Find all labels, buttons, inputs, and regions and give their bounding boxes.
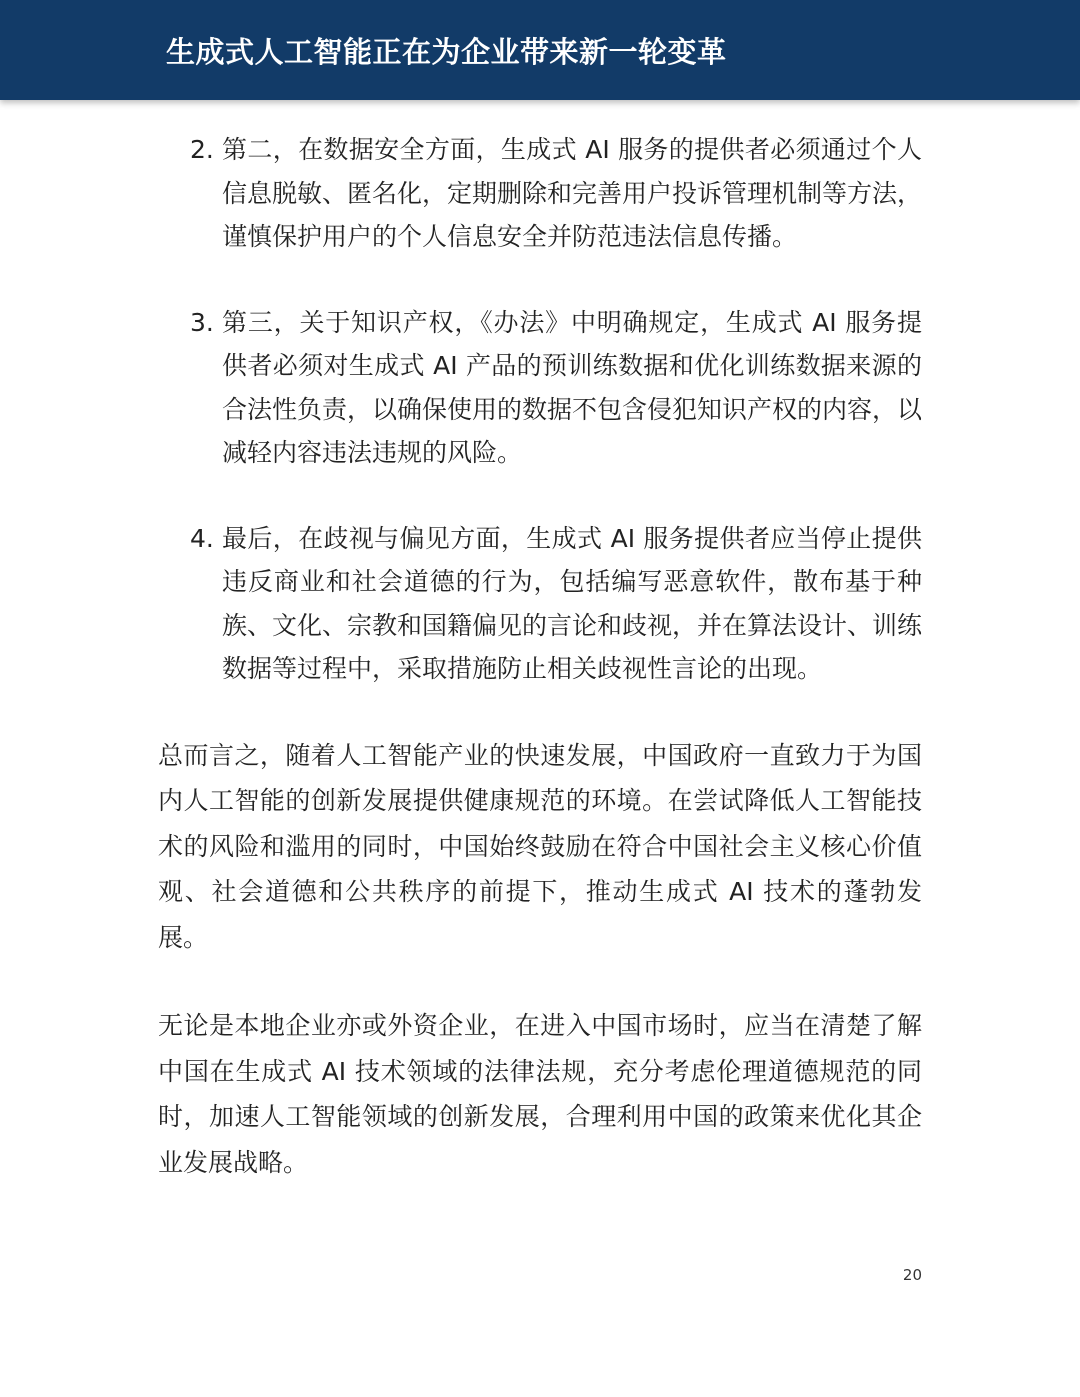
- page-number: 20: [902, 1266, 922, 1284]
- header-bar: [0, 0, 1080, 100]
- document-title: 生成式人工智能正在为企业带来新一轮变革: [166, 35, 727, 69]
- list-item: [158, 128, 922, 259]
- list-item-number: 4.: [190, 523, 214, 553]
- list-item-text: 第二，在数据安全方面，生成式 AI 服务的提供者必须通过个人信息脱敏、匿名化，定期删除和完善用户投诉管理机制等方法，谨慎保护用户的个人信息安全并防范违法信息传播。: [222, 135, 923, 251]
- list-item-number: 3.: [190, 307, 214, 337]
- list-item-text: 最后，在歧视与偏见方面，生成式 AI 服务提供者应当停止提供违反商业和社会道德的行为，包括编写恶意软件，散布基于种族、文化、宗教和国籍偏见的言论和歧视，并在算法设计、训练数据等过程中，采取措施防止相关歧视性言论的出现。: [222, 523, 923, 683]
- list-item: [158, 517, 922, 691]
- page-content: [158, 128, 922, 1228]
- list-item-text: 第三，关于知识产权，《办法》中明确规定，生成式 AI 服务提供者必须对生成式 AI 产品的预训练数据和优化训练数据来源的合法性负责，以确保使用的数据不包含侵犯知识产权的内容，以减轻内容违法违规的风险。: [222, 307, 923, 467]
- summary-paragraph: 总而言之，随着人工智能产业的快速发展，中国政府一直致力于为国内人工智能的创新发展提供健康规范的环境。在尝试降低人工智能技术的风险和滥用的同时，中国始终鼓励在符合中国社会主义核心价值观、社会道德和公共秩序的前提下，推动生成式 AI 技术的蓬勃发展。: [158, 740, 922, 952]
- list-item: [158, 301, 922, 475]
- list-item-number: 2.: [190, 135, 214, 164]
- conclusion-paragraph: 无论是本地企业亦或外资企业，在进入中国市场时，应当在清楚了解中国在生成式 AI 技术领域的法律法规，充分考虑伦理道德规范的同时，加速人工智能领域的创新发展，合理利用中国的政策来优化其企业发展战略。: [158, 1011, 922, 1177]
